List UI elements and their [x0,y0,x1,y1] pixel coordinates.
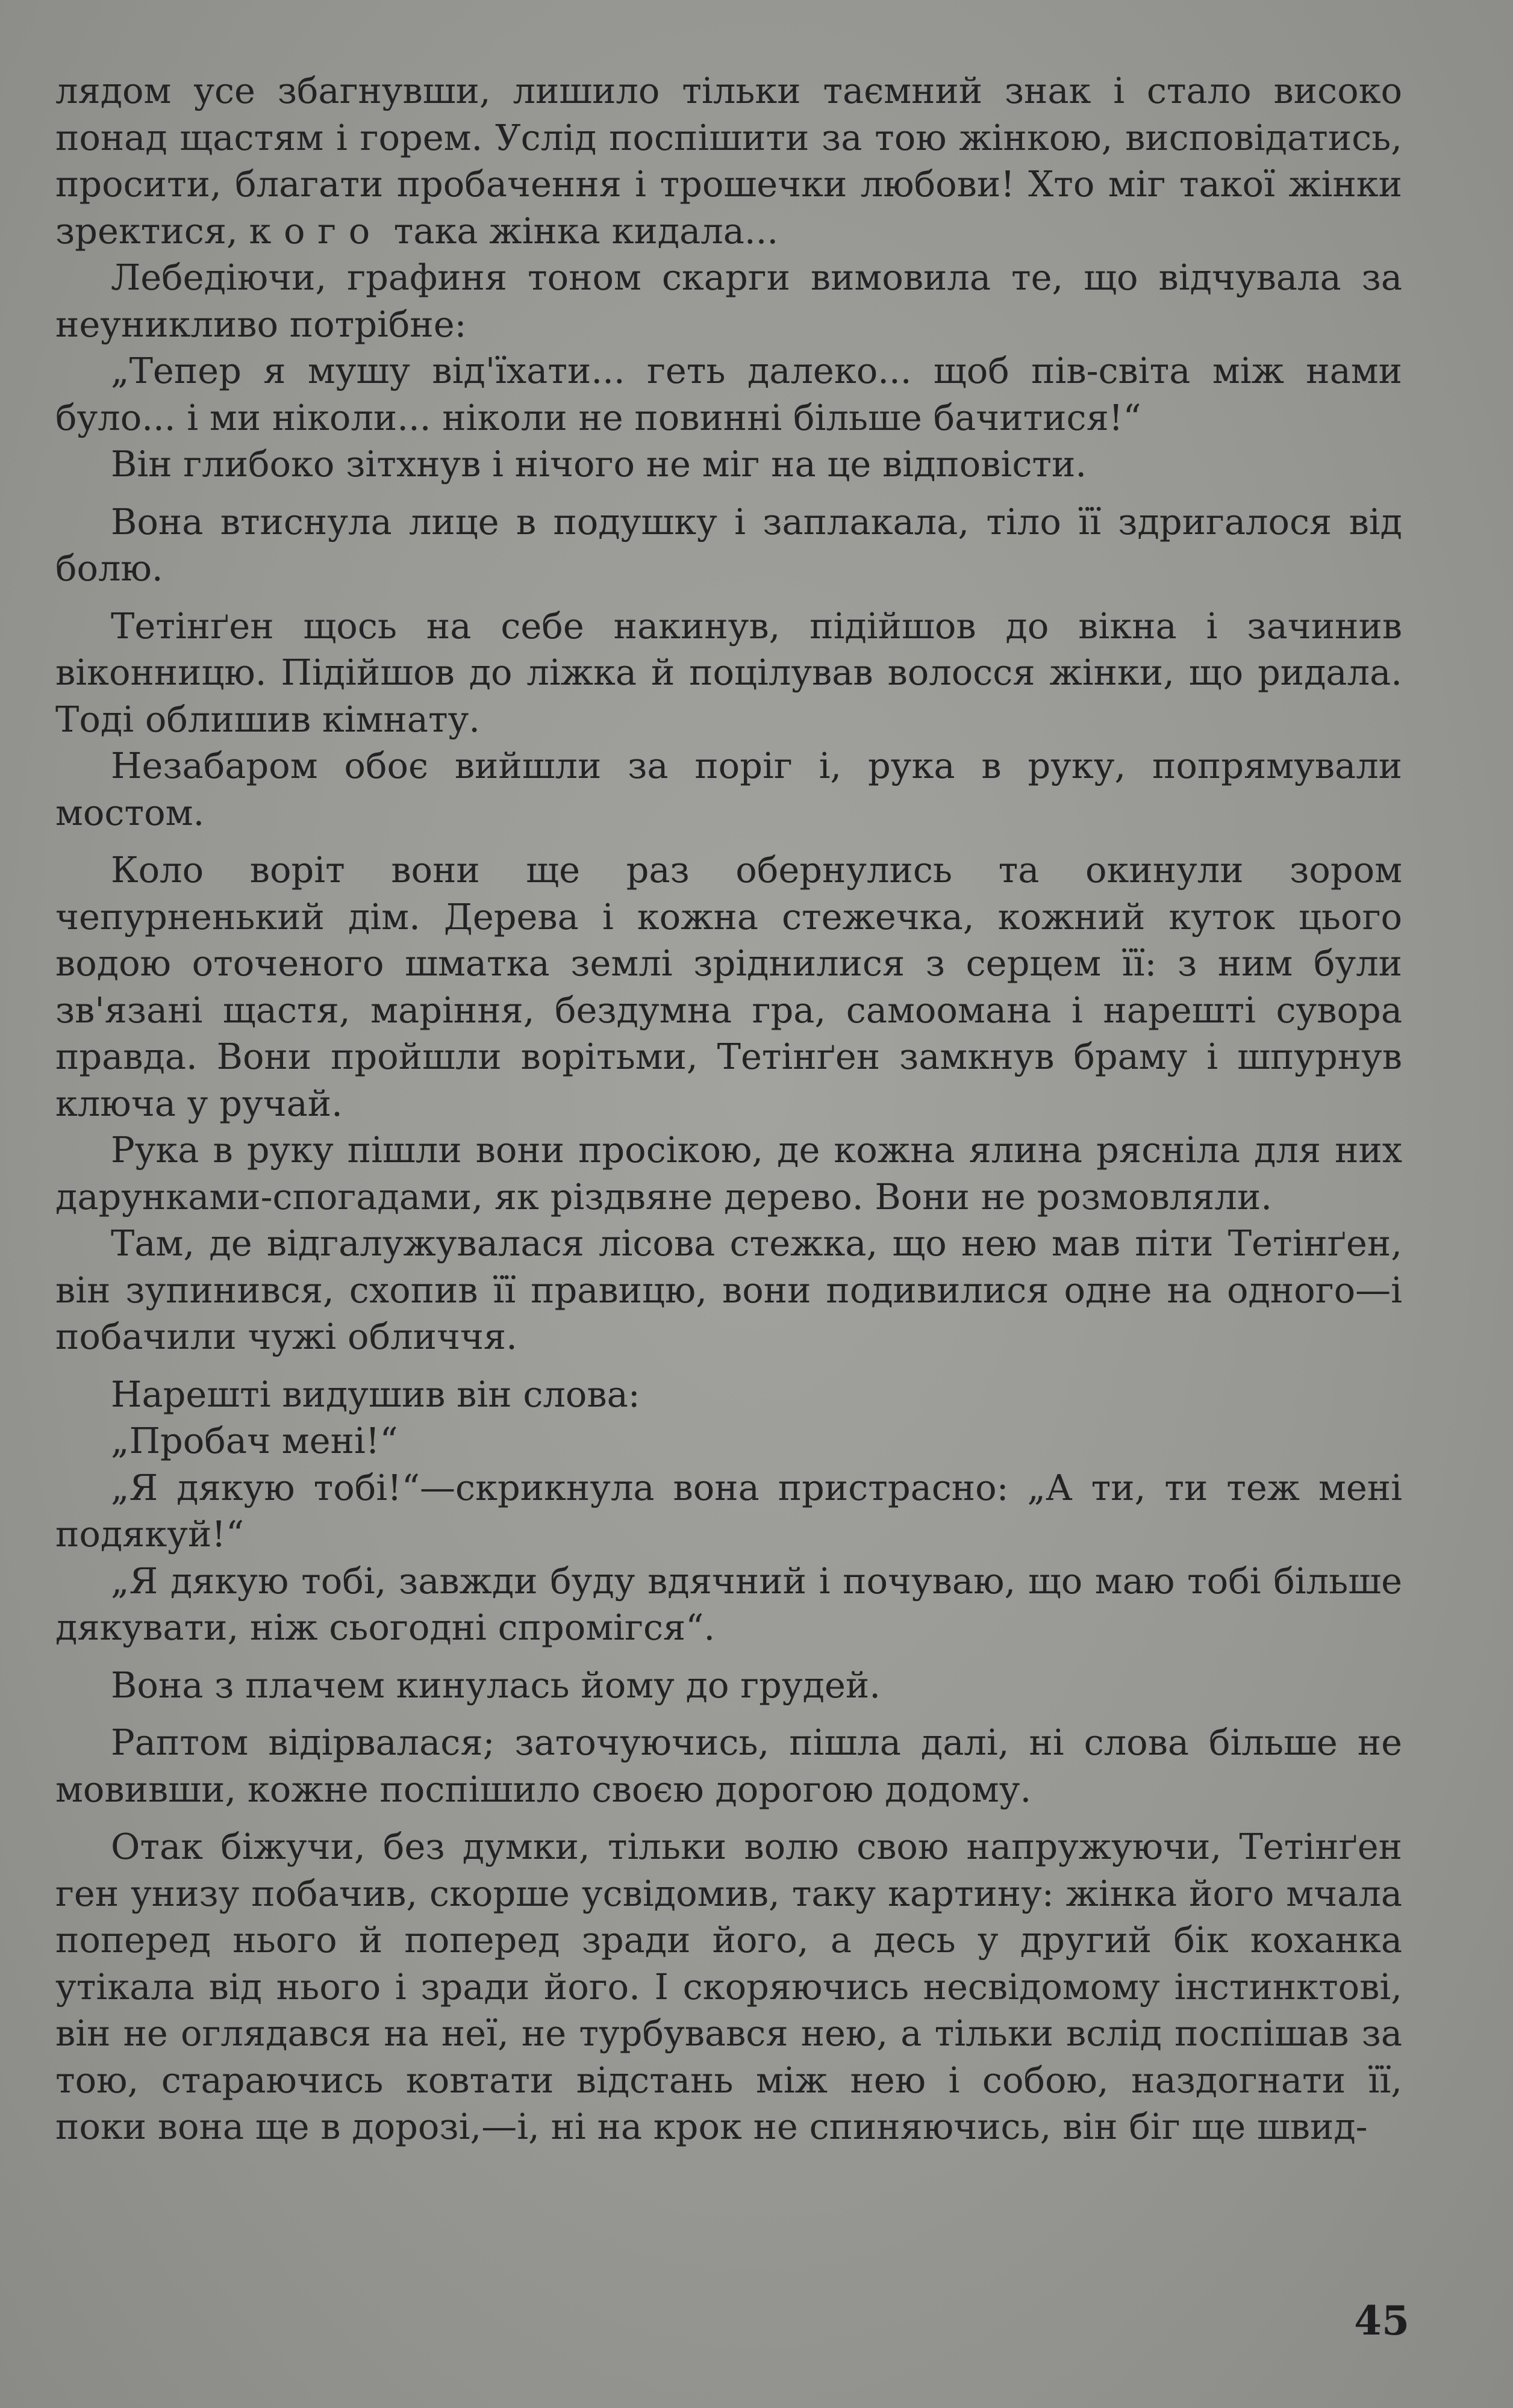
paragraph-1-end: така жінка кидала... [382,210,779,252]
paragraph-8: Коло воріт вони ще раз обернулись та окинули зором чепурненький дім. Дерева і кожна стежечка, кожний куток цього водою оточеного шматка землі зріднилися з серцем її: з ним були зв'язані щастя, маріння, бездумна гра, самоомана і нарешті сувора правда. Вони пройшли ворітьми, Тетінґен замкнув браму і шпурнув ключа у ручай. [55,849,1402,1124]
paragraph-16: Раптом відірвалася; заточуючись, пішла далі, ні слова більше не мовивши, кожне поспішило своєю дорогою додому. [55,1722,1402,1810]
paragraph-9: Рука в руку пішли вони просікою, де кожна ялина рясніла для них дарунками-спогадами, як різдвяне дерево. Вони не розмовляли. [55,1129,1402,1218]
paragraph-17: Отак біжучи, без думки, тільки волю свою напружуючи, Тетінґен ген унизу побачив, скорше усвідомив, таку картину: жінка його мчала поперед нього й поперед зради його, а десь у другий бік коханка утікала від нього і зради його. І скоряючись несвідомому інстинктові, він не оглядався на неї, не турбувався нею, а тільки вслід поспішав за тою, стараючись ковтати відстань між нею і собою, наздогнати її, поки вона ще в дорозі,—і, ні на крок не спиняючись, він біг ще швид- [55,1826,1402,2147]
paragraph-1-start: лядом усе збагнувши, лишило тільки таємний знак і стало високо понад щастям і горем. Услід поспішити за тою жінкою, висповідатись, просити, благати пробачення і трошечки любови! Хто міг такої жінки зректися, [55,70,1402,252]
emphasized-word: кого [249,210,382,252]
paragraph-6: Тетінґен щось на себе накинув, підійшов до вікна і зачинив віконницю. Підійшов до ліжка й поцілував волосся жінки, що ридала. Тоді облишив кімнату. [55,605,1402,740]
paragraph-10: Там, де відгалужувалася лісова стежка, що нею мав піти Тетінґен, він зупинився, схопив її правицю, вони подивилися одне на одного—і побачили чужі обличчя. [55,1222,1402,1357]
paragraph-11: Нарешті видушив він слова: [111,1373,640,1415]
paragraph-3: „Тепер я мушу від'їхати... геть далеко... щоб пів-світа між нами було... і ми ніколи... ніколи не повинні більше бачитися!“ [55,350,1402,438]
paragraph-2: Лебедіючи, графиня тоном скарги вимовила те, що відчувала за неуникливо потрібне: [55,257,1402,345]
paragraph-13: „Я дякую тобі!“—скрикнула вона пристрасно: „А ти, ти теж мені подякуй!“ [55,1466,1402,1555]
paragraph-14: „Я дякую тобі, завжди буду вдячний і почуваю, що маю тобі більше дякувати, ніж сьогодні спромігся“. [55,1560,1402,1648]
paragraph-4: Він глибоко зітхнув і нічого не міг на це відповісти. [111,443,1087,485]
body-text [55,67,1402,2150]
paragraph-7: Незабаром обоє вийшли за поріг і, рука в руку, попрямували мостом. [55,745,1402,833]
paragraph-1 [55,67,1402,254]
paragraph-15: Вона з плачем кинулась йому до грудей. [111,1664,881,1706]
paragraph-12: „Пробач мені!“ [111,1420,398,1461]
page-number: 45 [1354,2297,1409,2344]
paragraph-5: Вона втиснула лице в подушку і заплакала, тіло її здригалося від болю. [55,500,1402,589]
